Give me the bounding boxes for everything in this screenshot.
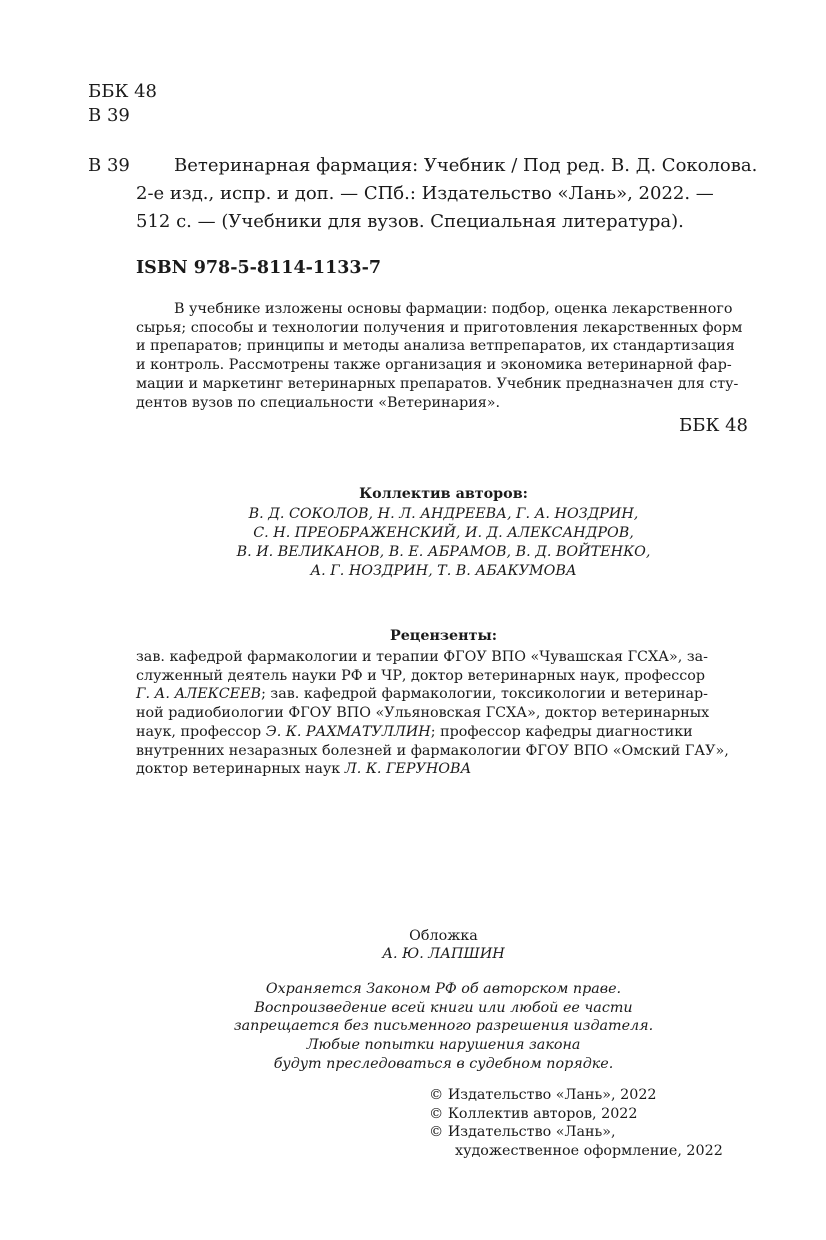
cover-label: Обложка xyxy=(409,928,478,944)
reviewers-line: служенный деятель науки РФ и ЧР, доктор ветеринарных наук, профессор xyxy=(136,667,706,684)
notice-line: запрещается без письменного разрешения издателя. xyxy=(233,1018,654,1035)
copyright-notice xyxy=(136,980,751,1074)
reviewers-heading: Рецензенты: xyxy=(389,628,498,644)
bibliographic-entry xyxy=(136,152,756,236)
authors-heading: Коллектив авторов: xyxy=(359,486,528,502)
authors-list xyxy=(136,505,751,581)
notice-line: будут преследоваться в судебном порядке. xyxy=(273,1055,614,1072)
abstract xyxy=(136,300,751,412)
copyright-line: © Издательство «Лань», 2022 xyxy=(429,1087,657,1103)
abstract-line: и препаратов; принципы и методы анализа ветпрепаратов, их стандартизация xyxy=(136,338,735,355)
copyright-line: © Коллектив авторов, 2022 xyxy=(429,1105,638,1122)
reviewers-line: внутренних незаразных болезней и фармакологии ФГОУ ВПО «Омский ГАУ», xyxy=(136,742,729,759)
notice-line: Любые попытки нарушения закона xyxy=(306,1037,581,1054)
isbn: ISBN 978-5-8114-1133-7 xyxy=(136,258,382,278)
bbk-index-top xyxy=(88,80,157,128)
reviewer-name: Л. К. ГЕРУНОВА xyxy=(344,761,472,778)
reviewers-line: зав. кафедрой фармакологии и терапии ФГОУ ВПО «Чувашская ГСХА», за- xyxy=(136,649,708,665)
abstract-line: и контроль. Рассмотрены также организация и экономика ветеринарной фар- xyxy=(136,357,732,374)
reviewers-text xyxy=(136,648,751,779)
reviewers-text-part: наук, профессор xyxy=(136,723,266,740)
authors-line: В. И. ВЕЛИКАНОВ, В. Е. АБРАМОВ, В. Д. ВОЙТЕНКО, xyxy=(236,544,651,560)
reviewers-line xyxy=(136,760,751,779)
reviewer-name: Г. А. АЛЕКСЕЕВ xyxy=(136,686,262,703)
reviewers-text-part: ; зав. кафедрой фармакологии, токсикологии и ветеринар- xyxy=(261,686,708,703)
abstract-line: мации и маркетинг ветеринарных препаратов. Учебник предназначен для сту- xyxy=(136,375,739,392)
entry-line: 2-е изд., испр. и доп. — СПб.: Издательство «Лань», 2022. — xyxy=(136,183,714,204)
entry-author-mark: В 39 xyxy=(88,155,130,176)
cover-designer: А. Ю. ЛАПШИН xyxy=(382,946,505,962)
copyright-line: художественное оформление, 2022 xyxy=(455,1143,723,1160)
copyright-line: © Издательство «Лань», xyxy=(429,1124,616,1141)
reviewer-name: Э. К. РАХМАТУЛЛИН xyxy=(265,723,431,740)
reviewers-line: ной радиобиологии ФГОУ ВПО «Ульяновская ГСХА», доктор ветеринарных xyxy=(136,705,710,722)
abstract-line: сырья; способы и технологии получения и приготовления лекарственных форм xyxy=(136,319,743,336)
notice-line: Воспроизведение всей книги или любой ее части xyxy=(254,999,633,1016)
abstract-line: дентов вузов по специальности «Ветеринария». xyxy=(136,394,501,411)
entry-line: Ветеринарная фармация: Учебник / Под ред. В. Д. Соколова. xyxy=(174,155,758,176)
bbk-index-bottom: ББК 48 xyxy=(678,415,748,436)
entry-line: 512 с. — (Учебники для вузов. Специальная литература). xyxy=(136,211,684,232)
copyright-block xyxy=(429,1086,723,1161)
abstract-line: В учебнике изложены основы фармации: подбор, оценка лекарственного xyxy=(174,301,733,317)
author-mark: В 39 xyxy=(88,105,130,126)
reviewers-text-part: ; профессор кафедры диагностики xyxy=(430,723,693,740)
bbk-code: ББК 48 xyxy=(88,81,158,102)
reviewers-text-part: доктор ветеринарных наук xyxy=(136,761,345,778)
reviewers-line xyxy=(136,723,751,742)
authors-line: В. Д. СОКОЛОВ, Н. Л. АНДРЕЕВА, Г. А. НОЗДРИН, xyxy=(248,506,639,522)
notice-line: Охраняется Законом РФ об авторском праве. xyxy=(265,981,622,997)
authors-line: С. Н. ПРЕОБРАЖЕНСКИЙ, И. Д. АЛЕКСАНДРОВ, xyxy=(253,525,634,541)
reviewers-line xyxy=(136,685,751,704)
authors-line: А. Г. НОЗДРИН, Т. В. АБАКУМОВА xyxy=(310,563,577,579)
